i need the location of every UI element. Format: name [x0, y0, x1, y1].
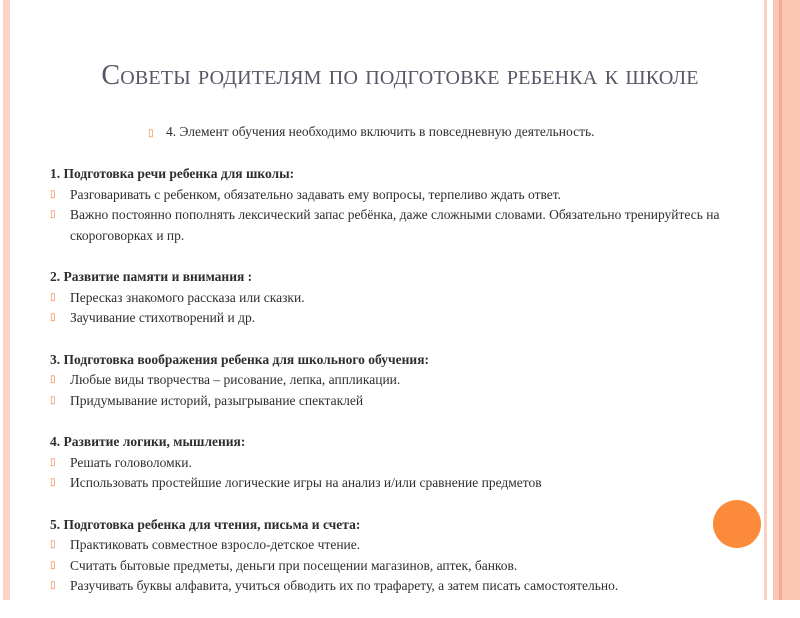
list-item-text: Считать бытовые предметы, деньги при посещении магазинов, аптек, банков.	[70, 557, 518, 573]
slide-content	[50, 164, 750, 618]
slide-title: Советы родителям по подготовке ребенка к школе	[101, 60, 699, 91]
list-item	[50, 288, 750, 309]
list-item	[50, 576, 750, 597]
bullet-icon: ▯	[50, 374, 56, 385]
list-item-text: Придумывание историй, разыгрывание спектаклей	[70, 392, 364, 408]
section	[50, 267, 750, 329]
list-item	[50, 453, 750, 474]
list-item-text: Разговаривать с ребенком, обязательно задавать ему вопросы, терпеливо ждать ответ.	[70, 186, 562, 202]
section	[50, 515, 750, 597]
bullet-icon: ▯	[50, 580, 56, 591]
list-item	[50, 308, 750, 329]
list-item	[50, 370, 750, 391]
section-heading: 5. Подготовка ребенка для чтения, письма и счета:	[50, 516, 361, 532]
list-item	[50, 185, 750, 206]
list-item-text: Любые виды творчества – рисование, лепка, аппликации.	[70, 372, 401, 387]
bullet-icon: ▯	[50, 394, 56, 406]
bullet-icon: ▯	[50, 188, 56, 200]
intro-line	[148, 124, 595, 140]
list-item	[50, 556, 750, 577]
bullet-icon: ▯	[50, 539, 56, 550]
list-item	[50, 473, 750, 494]
section	[50, 432, 750, 494]
section	[50, 350, 750, 412]
list-item-text: Решать головоломки.	[70, 454, 192, 470]
section	[50, 164, 750, 246]
list-item-text: Пересказ знакомого рассказа или сказки.	[70, 289, 305, 305]
section-heading: 3. Подготовка воображения ребенка для школьного обучения:	[50, 351, 430, 367]
list-item	[50, 205, 750, 246]
list-item	[50, 391, 750, 412]
list-item-text: Разучивать буквы алфавита, учиться обводить их по трафарету, а затем писать самостоятельно.	[70, 578, 619, 593]
list-item-text: Практиковать совместное взросло-детское чтение.	[70, 537, 361, 552]
section-heading: 1. Подготовка речи ребенка для школы:	[50, 166, 295, 181]
list-item-text: Важно постоянно пополнять лексический запас ребёнка, даже сложными словами. Обязательно тренируйтесь на скороговорках и пр.	[70, 207, 720, 243]
bullet-icon: ▯	[50, 312, 56, 323]
bullet-icon: ▯	[50, 209, 56, 220]
section-heading: 2. Развитие памяти и внимания :	[50, 269, 253, 284]
bullet-icon: ▯	[50, 291, 56, 303]
list-item-text: Использовать простейшие логические игры на анализ и/или сравнение предметов	[70, 475, 542, 490]
bullet-icon: ▯	[50, 477, 56, 488]
bullet-icon: ▯	[50, 559, 56, 571]
bullet-icon: ▯	[50, 456, 56, 468]
intro-text: 4. Элемент обучения необходимо включить в повседневную деятельность.	[166, 124, 595, 139]
list-item-text: Заучивание стихотворений и др.	[70, 310, 256, 325]
list-item	[50, 535, 750, 556]
section-heading: 4. Развитие логики, мышления:	[50, 434, 246, 449]
bullet-icon: ▯	[148, 128, 154, 139]
